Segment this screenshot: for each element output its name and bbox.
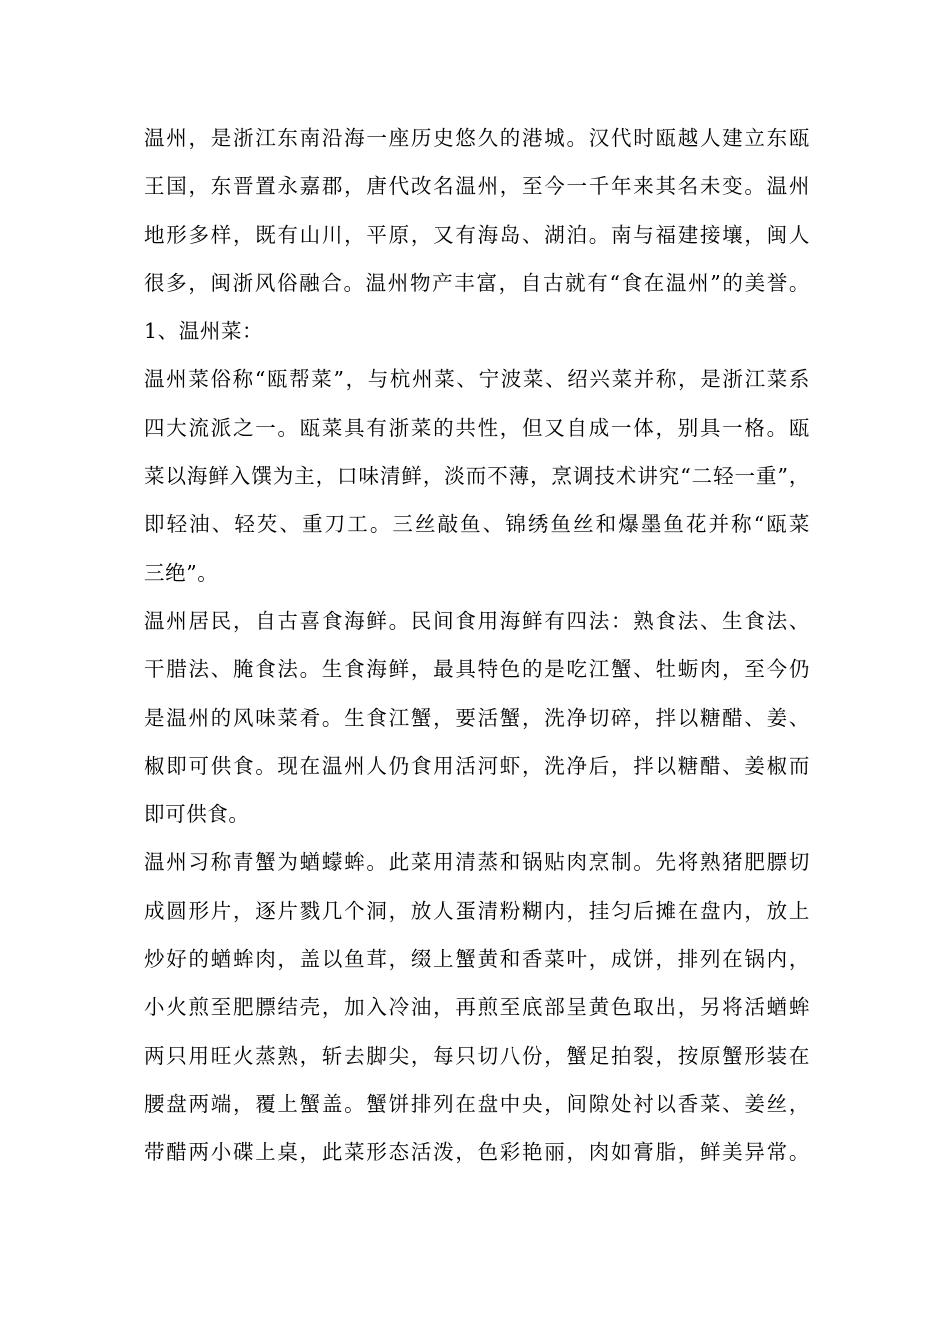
text-line: 温州居民，自古喜食海鲜。民间食用海鲜有四法：熟食法、生食法、 (144, 608, 810, 633)
text-line: 温州，是浙江东南沿海一座历史悠久的港城。汉代时瓯越人建立东瓯 (144, 126, 810, 150)
text-line: 小火煎至肥膘结壳，加入冷油，再煎至底部呈黄色取出，另将活蝤蛑 (144, 995, 810, 1020)
text-line: 地形多样，既有山川，平原，又有海岛、湖泊。南与福建接壤，闽人 (144, 222, 810, 247)
text-line: 菜以海鲜入馔为主，口味清鲜，淡而不薄，烹调技术讲究“二轻一重”， (144, 464, 810, 489)
text-line: 干腊法、腌食法。生食海鲜，最具特色的是吃江蟹、牡蛎肉，至今仍 (144, 657, 810, 682)
text-line: 即可供食。 (144, 802, 250, 827)
text-line: 很多，闽浙风俗融合。温州物产丰富，自古就有“食在温州”的美誉。 (144, 270, 810, 295)
text-line: 三绝”。 (144, 560, 219, 585)
text-line: 是温州的风味菜肴。生食江蟹，要活蟹，洗净切碎，拌以糖醋、姜、 (144, 705, 810, 730)
document-body (144, 114, 810, 1177)
text-line: 王国，东晋置永嘉郡，唐代改名温州，至今一千年来其名未变。温州 (144, 174, 810, 199)
text-line: 两只用旺火蒸熟，斩去脚尖，每只切八份，蟹足拍裂，按原蟹形装在 (144, 1043, 810, 1068)
section-heading: 1、温州菜： (144, 319, 264, 344)
text-line: 即轻油、轻芡、重刀工。三丝敲鱼、锦绣鱼丝和爆墨鱼花并称“瓯菜 (144, 512, 810, 537)
text-line: 炒好的蝤蛑肉，盖以鱼茸，缀上蟹黄和香菜叶，成饼，排列在锅内， (144, 947, 810, 972)
text-line: 成圆形片，逐片戮几个洞，放人蛋清粉糊内，挂匀后摊在盘内，放上 (144, 898, 810, 923)
text-line: 带醋两小碟上桌，此菜形态活泼，色彩艳丽，肉如膏脂，鲜美异常。 (144, 1140, 810, 1165)
text-line: 椒即可供食。现在温州人仍食用活河虾，洗净后，拌以糖醋、姜椒而 (144, 753, 810, 778)
text-line: 温州习称青蟹为蝤蠓蛑。此菜用清蒸和锅贴肉烹制。先将熟猪肥膘切 (144, 850, 810, 875)
text-line: 四大流派之一。瓯菜具有浙菜的共性，但又自成一体，别具一格。瓯 (144, 415, 810, 440)
text-line: 温州菜俗称“瓯帮菜”，与杭州菜、宁波菜、绍兴菜并称，是浙江菜系 (144, 367, 810, 392)
text-line: 腰盘两端，覆上蟹盖。蟹饼排列在盘中央，间隙处衬以香菜、姜丝， (144, 1091, 810, 1116)
